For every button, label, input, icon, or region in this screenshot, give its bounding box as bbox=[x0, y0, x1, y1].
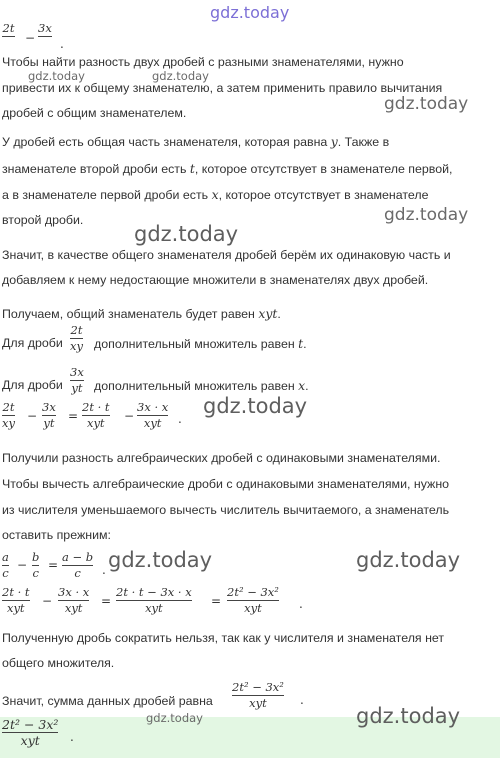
math-var: x bbox=[298, 378, 306, 393]
text-line bbox=[94, 336, 307, 352]
text: . bbox=[305, 379, 309, 393]
final-answer-fraction bbox=[2, 718, 58, 747]
text-line bbox=[2, 161, 452, 177]
fraction-result bbox=[232, 681, 284, 710]
text: , которое отсутствует в знаменателе первой, bbox=[194, 162, 453, 176]
denominator: xy bbox=[70, 339, 83, 353]
period: . bbox=[70, 730, 74, 744]
text-line: Значит, в качестве общего знаменателя дробей берём их одинаковую часть и bbox=[2, 248, 451, 262]
math-var: t bbox=[189, 161, 195, 176]
denominator: c bbox=[32, 566, 39, 580]
numerator: 3x bbox=[42, 400, 56, 414]
period: . bbox=[300, 693, 304, 707]
period: . bbox=[60, 37, 64, 51]
text: дополнительный множитель равен bbox=[94, 379, 295, 393]
period: . bbox=[178, 412, 182, 426]
watermark: gdz.today bbox=[384, 205, 469, 225]
text-line: дробей с общим знаменателем. bbox=[2, 106, 187, 120]
numerator: 3x bbox=[38, 21, 52, 35]
watermark: gdz.today bbox=[134, 222, 239, 246]
text-line: второй дроби. bbox=[2, 213, 84, 227]
denominator: yt bbox=[43, 416, 55, 430]
fraction-2t-t-over-xyt bbox=[2, 586, 30, 615]
denominator: xyt bbox=[20, 733, 40, 748]
text-line: добавляем к нему недостающие множители в знаменателях двух дробей. bbox=[2, 273, 429, 287]
math-var: x bbox=[211, 187, 219, 202]
text-line: оставить прежним: bbox=[2, 528, 111, 542]
numerator: a bbox=[2, 550, 9, 564]
minus-sign: − bbox=[27, 409, 38, 423]
fraction-2t-t-over-xyt bbox=[82, 401, 110, 430]
denominator: xy bbox=[2, 416, 15, 430]
numerator: b bbox=[32, 550, 40, 564]
fraction-3x-x-over-xyt bbox=[58, 586, 89, 615]
denominator: xyt bbox=[86, 416, 105, 430]
numerator: 2t bbox=[2, 21, 15, 35]
math-var: t bbox=[298, 336, 304, 351]
text: дополнительный множитель равен bbox=[94, 337, 295, 351]
watermark: gdz.today bbox=[28, 69, 85, 83]
watermark: gdz.today bbox=[210, 3, 290, 22]
text: знаменателе второй дроби есть bbox=[2, 162, 187, 176]
denominator: xyt bbox=[145, 601, 163, 615]
denominator: c bbox=[74, 566, 81, 580]
equals-sign: = bbox=[211, 594, 222, 608]
fraction-3x-over-yt bbox=[38, 22, 52, 51]
text-line: Для дроби bbox=[2, 336, 63, 350]
numerator: 3x · x bbox=[58, 585, 90, 599]
minus-sign: − bbox=[25, 31, 36, 45]
numerator: 3x · x bbox=[137, 400, 169, 414]
text: . bbox=[277, 307, 281, 321]
text-line: Для дроби bbox=[2, 378, 63, 392]
numerator: a − b bbox=[62, 550, 94, 564]
text-line: Значит, сумма данных дробей равна bbox=[2, 694, 213, 708]
text: У дробей есть общая часть знаменателя, которая равна bbox=[2, 135, 328, 149]
numerator: 2t · t − 3x · x bbox=[116, 585, 192, 599]
equals-sign: = bbox=[48, 558, 59, 572]
text-line: общего множителя. bbox=[2, 656, 115, 670]
equals-sign: = bbox=[68, 409, 79, 423]
minus-sign: − bbox=[124, 409, 135, 423]
denominator: yt bbox=[71, 381, 83, 395]
text-line: Чтобы вычесть алгебраические дроби с одинаковыми знаменателями, нужно bbox=[2, 477, 450, 491]
numerator: 3x bbox=[70, 365, 84, 379]
numerator: 2t bbox=[2, 400, 15, 414]
fraction-3x-over-yt bbox=[42, 401, 56, 430]
equals-sign: = bbox=[101, 594, 112, 608]
numerator: 2t² − 3x² bbox=[2, 717, 59, 732]
numerator: 2t · t bbox=[2, 585, 30, 599]
fraction-result bbox=[227, 586, 279, 615]
text: , которое отсутствует в знаменателе bbox=[218, 188, 429, 202]
minus-sign: − bbox=[17, 558, 28, 572]
fraction-b-over-c bbox=[32, 551, 39, 580]
text: а в знаменателе первой дроби есть bbox=[2, 188, 209, 202]
denominator: c bbox=[2, 566, 9, 580]
watermark: gdz.today bbox=[356, 548, 461, 572]
text-line: Чтобы найти разность двух дробей с разными знаменателями, нужно bbox=[2, 55, 404, 69]
fraction-a-minus-b-over-c bbox=[62, 551, 93, 580]
text-line: Полученную дробь сократить нельзя, так как у числителя и знаменателя нет bbox=[2, 631, 445, 645]
text: . bbox=[303, 337, 307, 351]
text-line bbox=[2, 134, 389, 150]
minus-sign: − bbox=[42, 594, 53, 608]
text-line bbox=[94, 378, 309, 394]
text-line: из числителя уменьшаемого вычесть числитель вычитаемого, а знаменатель bbox=[2, 503, 450, 517]
text: . Также в bbox=[337, 135, 390, 149]
denominator: xyt bbox=[6, 601, 25, 615]
watermark: gdz.today bbox=[384, 94, 469, 114]
fraction-a-over-c bbox=[2, 551, 9, 580]
numerator: 2t · t bbox=[82, 400, 110, 414]
math-var: xyt bbox=[258, 306, 278, 321]
period: . bbox=[102, 563, 106, 577]
text-line: привести их к общему знаменателю, а затем применить правило вычитания bbox=[2, 81, 443, 95]
fraction-2t-over-xy bbox=[2, 401, 15, 430]
numerator: 2t bbox=[70, 323, 83, 337]
watermark: gdz.today bbox=[108, 548, 213, 572]
numerator: 2t² − 3x² bbox=[232, 680, 284, 694]
fraction-3x-x-over-xyt bbox=[137, 401, 168, 430]
fraction-difference-over-xyt bbox=[116, 586, 192, 615]
denominator: xyt bbox=[244, 601, 262, 615]
text-line: Получили разность алгебраических дробей с одинаковыми знаменателями. bbox=[2, 451, 441, 465]
text: Получаем, общий знаменатель будет равен bbox=[2, 307, 255, 321]
denominator: xyt bbox=[143, 416, 162, 430]
period: . bbox=[299, 597, 303, 611]
fraction-2t-over-xy bbox=[2, 22, 15, 51]
fraction-3x-over-yt bbox=[70, 366, 84, 395]
watermark: gdz.today bbox=[356, 704, 461, 728]
denominator: xyt bbox=[249, 696, 267, 710]
fraction-2t-over-xy bbox=[70, 324, 83, 353]
denominator: xyt bbox=[64, 601, 83, 615]
watermark: gdz.today bbox=[203, 394, 308, 418]
watermark: gdz.today bbox=[152, 69, 209, 83]
math-var: y bbox=[330, 134, 338, 149]
text-line bbox=[2, 306, 281, 322]
text-line bbox=[2, 187, 429, 203]
watermark: gdz.today bbox=[146, 711, 203, 725]
numerator: 2t² − 3x² bbox=[227, 585, 279, 599]
